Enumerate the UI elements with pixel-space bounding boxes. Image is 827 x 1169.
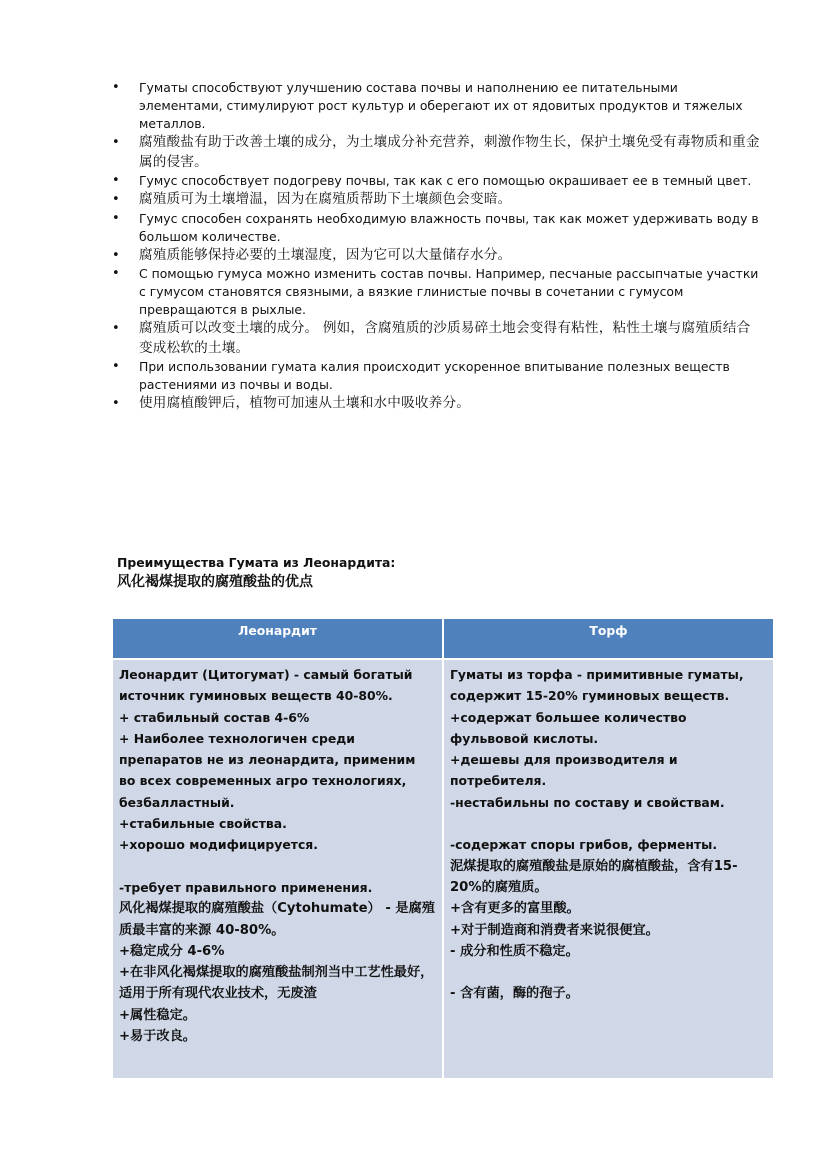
cell-line: +在非风化褐煤提取的腐殖酸盐制剂当中工艺性最好，适用于所有现代农业技术，无废渣 [119,965,434,1002]
cell-line: Леонардит (Цитогумат) - самый богатый источник гуминовых веществ 40-80%. [119,667,413,704]
section-heading [117,553,395,593]
bullet-list [112,79,762,414]
bullet-item: • 腐殖质可以改变土壤的成分。 例如，含腐殖质的沙质易碎土地会变得有粘性，粘性土壤与腐殖质结合变成松软的土壤。 [112,319,762,358]
bullet-item: • 腐殖质能够保持必要的土壤湿度，因为它可以大量储存水分。 [112,246,762,266]
column-header-peat: Торф [444,619,773,658]
cell-line: -нестабильны по составу и свойствам. [450,794,725,810]
section-title-zh: 风化褐煤提取的腐殖酸盐的优点 [117,574,313,590]
bullet-item: • 使用腐植酸钾后，植物可加速从土壤和水中吸收养分。 [112,394,762,414]
bullet-item: • Гумус способствует подогреву почвы, так как с его помощью окрашивает ее в темный цвет. [112,172,762,190]
cell-line [450,813,767,834]
bullet-item: • При использовании гумата калия происходит ускоренное впитывание полезных веществ растениями из почвы и воды. [112,358,762,394]
cell-line: +含有更多的富里酸。 [450,901,580,917]
cell-line: + Наиболее технологичен среди препаратов не из леонардита, применим во всех современных агро технологиях, безбалластный. [119,730,416,810]
cell-line: - 含有菌，酶的孢子。 [450,986,579,1002]
bullet-item: • С помощью гумуса можно изменить состав почвы. Например, песчаные рассыпчатые участки с гумусом становятся связными, а вязкие глинистые почвы в сочетании с гумусом превращаются в рыхлые. [112,265,762,319]
bullet-item: • 腐殖质可为土壤增温，因为在腐殖质帮助下土壤颜色会变暗。 [112,190,762,210]
cell-line: +содержат большее количество фульвовой кислоты. [450,709,687,746]
cell-line: +易于改良。 [119,1029,196,1045]
cell-line: +дешевы для производителя и потребителя. [450,752,678,789]
cell-line: 风化褐煤提取的腐殖酸盐（Cytohumate） - 是腐殖质最丰富的来源 40-80%。 [119,901,435,938]
table-header-row [113,619,773,658]
peat-cell [444,660,773,1078]
cell-line: -требует правильного применения. [119,879,373,895]
cell-line: +稳定成分 4-6% [119,943,225,959]
table-row [113,660,773,1078]
cell-line: +对于制造商和消费者来说很便宜。 [450,922,659,938]
cell-line: Гуматы из торфа - примитивные гуматы, содержит 15-20% гуминовых веществ. [450,667,744,704]
bullet-item: • Гуматы способствуют улучшению состава почвы и наполнению ее питательными элементами, стимулируют рост культур и оберегают их от ядовитых продуктов и тяжелых металлов. [112,79,762,133]
cell-line: +хорошо модифицируется. [119,837,318,853]
leonardite-cell [113,660,442,1078]
cell-line: -содержат споры грибов, ферменты. [450,837,718,853]
cell-line: 泥煤提取的腐殖酸盐是原始的腐植酸盐，含有15-20%的腐殖质。 [450,858,738,895]
bullet-item: • Гумус способен сохранять необходимую влажность почвы, так как может удерживать воду в большом количестве. [112,210,762,246]
cell-line [450,962,767,983]
cell-line: +属性稳定。 [119,1007,196,1023]
cell-line: +стабильные свойства. [119,816,287,832]
column-header-leonardite: Леонардит [113,619,442,658]
section-title-ru: Преимущества Гумата из Леонардита: [117,555,396,570]
bullet-item: • 腐殖酸盐有助于改善土壤的成分，为土壤成分补充营养，刺激作物生长，保护土壤免受有毒物质和重金属的侵害。 [112,133,762,172]
cell-line [119,856,436,877]
cell-line: + стабильный состав 4-6% [119,709,310,725]
cell-line: - 成分和性质不稳定。 [450,943,579,959]
comparison-table [111,617,775,1080]
